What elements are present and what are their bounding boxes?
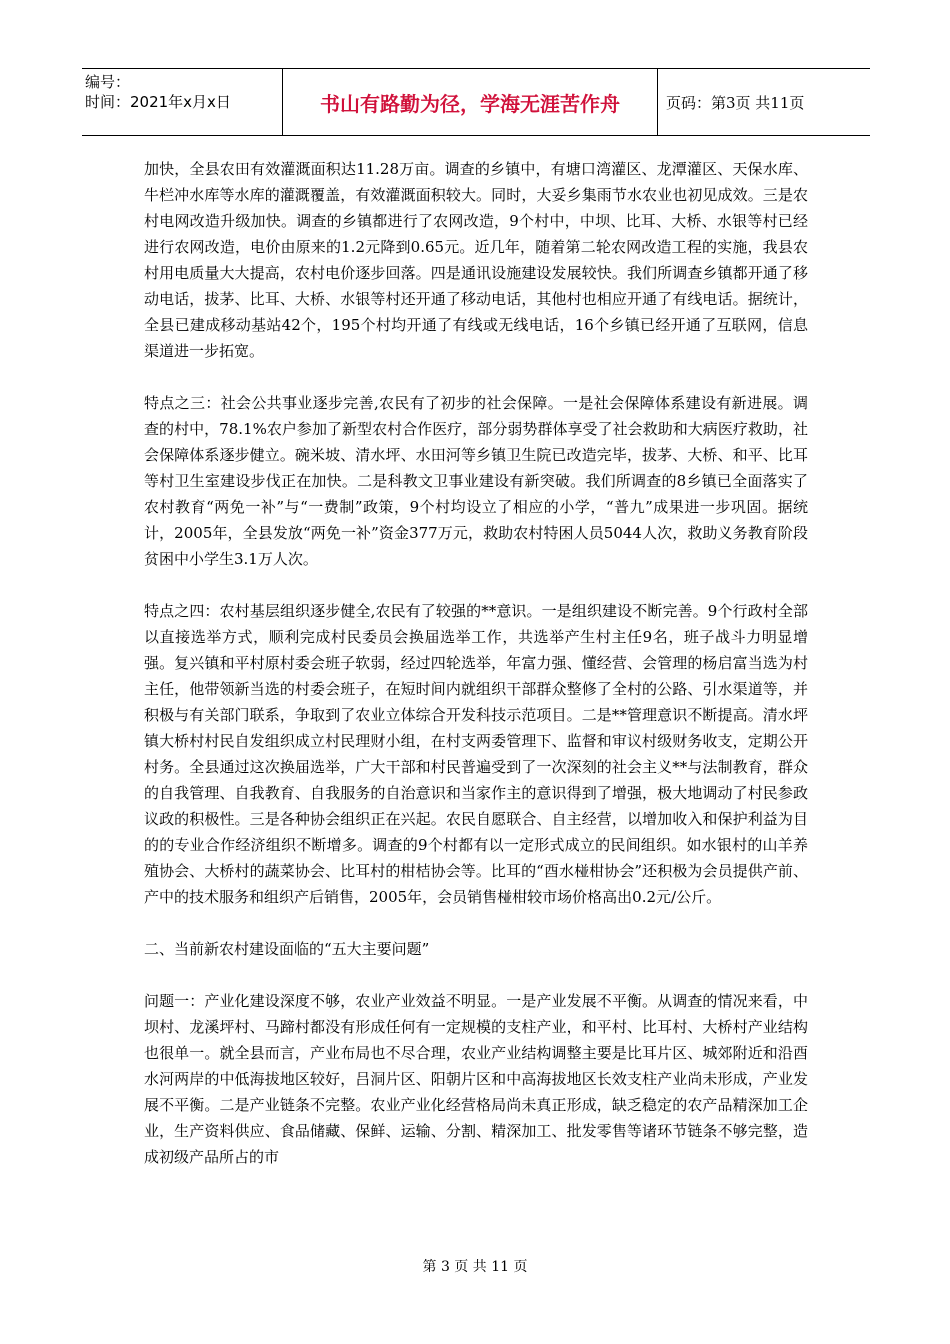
section-heading: 二、当前新农村建设面临的“五大主要问题”: [144, 940, 430, 958]
paragraph-1: 加快，全县农田有效灌溉面积达11.28万亩。调查的乡镇中，有塘口湾灌区、龙潭灌区、天保水库、牛栏冲水库等水库的灌溉覆盖，有效灌溉面积较大。同时，大妥乡集雨节水农业也初见成效。三是农村电网改造升级加快。调查的乡镇都进行了农网改造，9个村中，中坝、比耳、大桥、水银等村已经进行农网改造，电价由原来的1.2元降到0.65元。近几年，随着第二轮农网改造工程的实施，我县农村用电质量大大提高，农村电价逐步回落。四是通讯设施建设发展较快。我们所调查乡镇都开通了移动电话，拔茅、比耳、大桥、水银等村还开通了移动电话，其他村也相应开通了有线电话。据统计，全县已建成移动基站42个，195个村均开通了有线或无线电话，16个乡镇已经开通了互联网，信息渠道进一步拓宽。: [144, 160, 808, 360]
document-body: [144, 156, 808, 1196]
header-meta: [82, 69, 282, 135]
paragraph-2: 特点之三：社会公共事业逐步完善,农民有了初步的社会保障。一是社会保障体系建设有新进展。调查的村中，78.1%农户参加了新型农村合作医疗，部分弱势群体享受了社会救助和大病医疗救助，社会保障体系逐步健立。碗米坡、清水坪、水田河等乡镇卫生院已改造完毕，拔茅、大桥、和平、比耳等村卫生室建设步伐正在加快。二是科教文卫事业建设有新突破。我们所调查的8乡镇已全面落实了农村教育“两免一补”与“一费制”政策，9个村均设立了相应的小学，“普九”成果进一步巩固。据统计，2005年，全县发放“两免一补”资金377万元，救助农村特困人员5044人次，救助义务教育阶段贫困中小学生3.1万人次。: [144, 394, 808, 568]
paragraph-4: 问题一：产业化建设深度不够，农业产业效益不明显。一是产业发展不平衡。从调查的情况来看，中坝村、龙溪坪村、马蹄村都没有形成任何有一定规模的支柱产业，和平村、比耳村、大桥村产业结构也很单一。就全县而言，产业布局也不尽合理，农业产业结构调整主要是比耳片区、城郊附近和沿酉水河两岸的中低海拔地区较好，吕洞片区、阳朝片区和中高海拔地区长效支柱产业尚未形成，产业发展不平衡。二是产业链条不完整。农业产业化经营格局尚未真正形成，缺乏稳定的农产品精深加工企业，生产资料供应、食品储藏、保鲜、运输、分割、精深加工、批发零售等诸环节链条不够完整，造成初级产品所占的市: [144, 992, 808, 1166]
paragraph-3: 特点之四：农村基层组织逐步健全,农民有了较强的**意识。一是组织建设不断完善。9个行政村全部以直接选举方式，顺利完成村民委员会换届选举工作，共选举产生村主任9名，班子战斗力明显增强。复兴镇和平村原村委会班子软弱，经过四轮选举，年富力强、懂经营、会管理的杨启富当选为村主任，他带领新当选的村委会班子，在短时间内就组织干部群众整修了全村的公路、引水渠道等，并积极与有关部门联系，争取到了农业立体综合开发科技示范项目。二是**管理意识不断提高。清水坪镇大桥村村民自发组织成立村民理财小组，在村支两委管理下、监督和审议村级财务收支，定期公开村务。全县通过这次换届选举，广大干部和村民普遍受到了一次深刻的社会主义**与法制教育，群众的自我管理、自我教育、自我服务的自治意识和当家作主的意识得到了增强，极大地调动了村民参政议政的积极性。三是各种协会组织正在兴起。农民自愿联合、自主经营，以增加收入和保护利益为目的的专业合作经济组织不断增多。调查的9个村都有以一定形式成立的民间组织。如水银村的山羊养殖协会、大桥村的蔬菜协会、比耳村的柑桔协会等。比耳的“酉水椪柑协会”还积极为会员提供产前、产中的技术服务和组织产后销售，2005年，会员销售椪柑较市场价格高出0.2元/公斤。: [144, 602, 808, 906]
page-header: [82, 68, 870, 136]
doc-number-label: 编号：: [85, 73, 131, 91]
page-footer: 第 3 页 共 11 页: [422, 1259, 528, 1275]
header-motto: 书山有路勤为径，学海无涯苦作舟: [282, 69, 658, 135]
header-page-info: 页码：第3页 共11页: [666, 93, 805, 112]
doc-time-label: 时间：2021年x月x日: [85, 93, 231, 111]
